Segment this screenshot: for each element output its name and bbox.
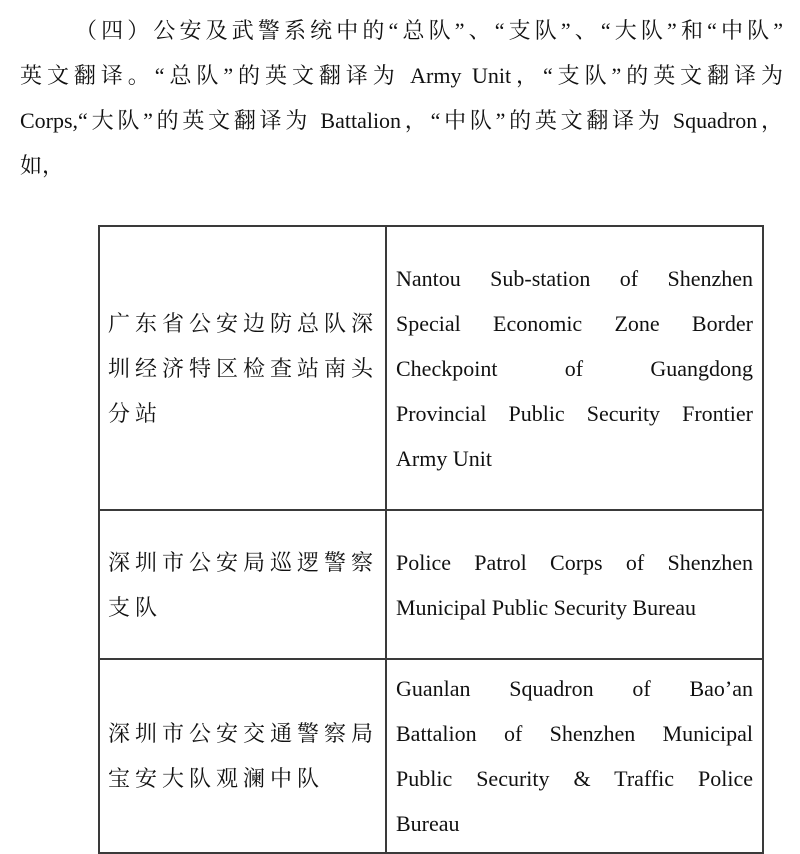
chinese-text-line: 深圳市公安局巡逻警察 — [108, 549, 379, 575]
english-text-line: Army Unit — [396, 445, 492, 471]
english-translation-cell — [386, 659, 763, 853]
chinese-text-line: 深圳市公安交通警察局 — [108, 721, 379, 746]
chinese-text-line: 分站 — [108, 400, 163, 426]
paragraph-line-4: 如， — [20, 153, 65, 178]
intro-paragraph — [20, 8, 783, 188]
english-text-line: Bureau — [396, 811, 460, 836]
chinese-name-cell — [99, 510, 386, 659]
english-text-line: Checkpoint of Guangdong — [396, 355, 753, 381]
english-translation-cell — [386, 226, 763, 510]
english-text-line: Nantou Sub-station of Shenzhen — [396, 265, 753, 291]
paragraph-line-3: Corps,“大队”的英文翻译为 Battalion，“中队”的英文翻译为 Squadron， — [20, 108, 783, 133]
english-text-line: Guanlan Squadron of Bao’an — [396, 676, 753, 701]
chinese-text-line: 宝安大队观澜中队 — [108, 766, 325, 791]
english-text-line: Public Security & Traffic Police — [396, 766, 753, 791]
chinese-text-line: 圳经济特区检查站南头 — [108, 355, 379, 381]
table-row — [99, 659, 763, 853]
english-translation-cell — [386, 510, 763, 659]
paragraph-line-2: 英文翻译。“总队”的英文翻译为 Army Unit，“支队”的英文翻译为 — [20, 63, 783, 88]
english-text-line: Police Patrol Corps of Shenzhen — [396, 549, 753, 575]
table-row — [99, 226, 763, 510]
paragraph-line-1: （四）公安及武警系统中的“总队”、“支队”、“大队”和“中队” — [75, 18, 783, 43]
chinese-text-line: 支队 — [108, 594, 163, 620]
english-text-line: Battalion of Shenzhen Municipal — [396, 721, 753, 746]
english-text-line: Special Economic Zone Border — [396, 310, 753, 336]
english-text-line: Provincial Public Security Frontier — [396, 400, 753, 426]
translation-table — [98, 225, 764, 854]
english-text-line: Municipal Public Security Bureau — [396, 594, 696, 620]
chinese-name-cell — [99, 226, 386, 510]
chinese-name-cell — [99, 659, 386, 853]
table-row — [99, 510, 763, 659]
chinese-text-line: 广东省公安边防总队深 — [108, 310, 379, 336]
